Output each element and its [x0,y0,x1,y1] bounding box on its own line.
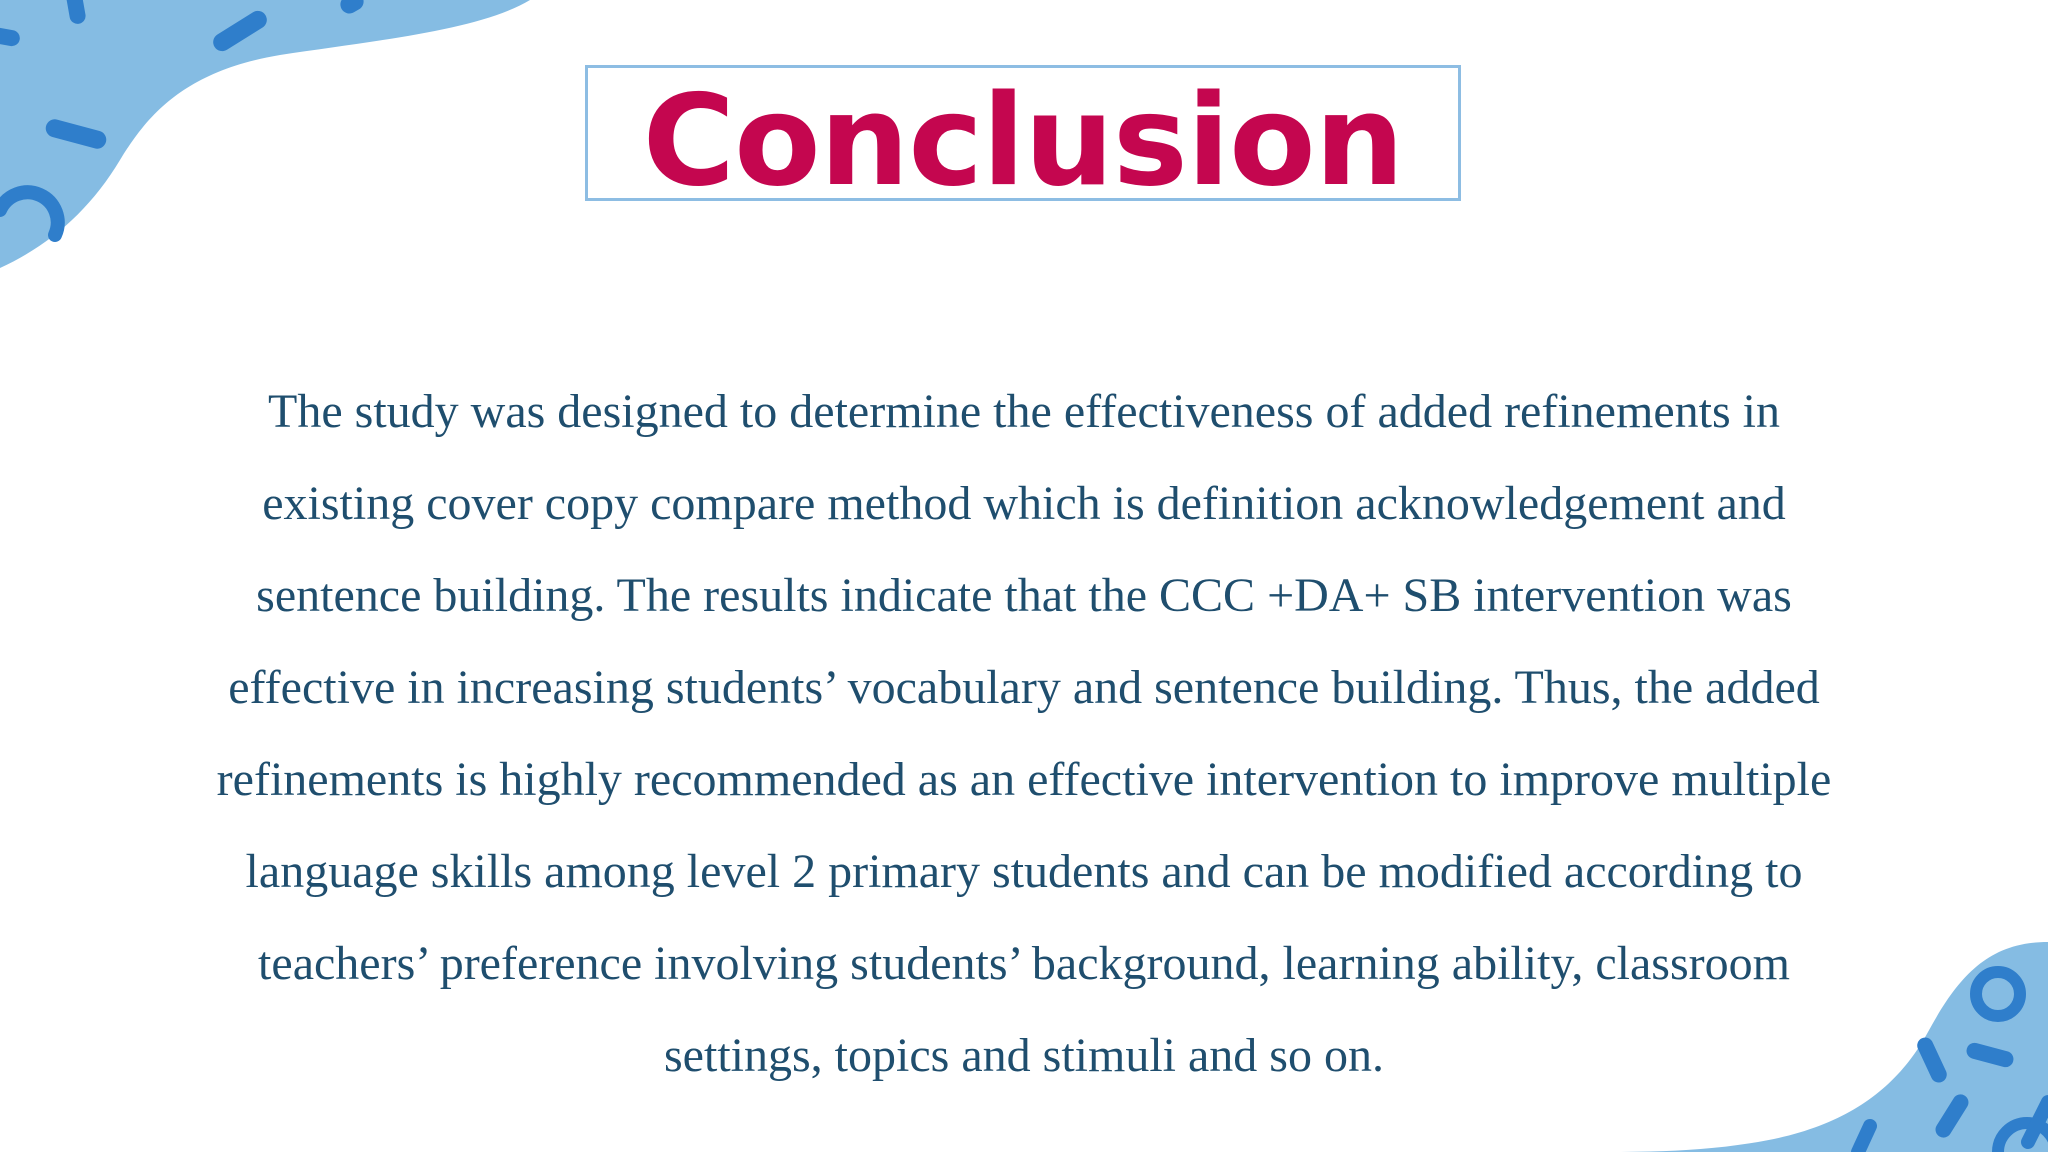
top-left-decorative-blob [0,0,560,280]
title-box [585,65,1461,201]
conclusion-paragraph: The study was designed to determine the effectiveness of added refinements in existing cover copy compare method which is definition acknowledgement and sentence building. The results indicate that the CCC +DA+ SB intervention was effective in increasing students’ vocabulary and sentence building. Thus, the added refinements is highly recommended as an effective intervention to improve multiple language skills among level 2 primary students and can be modified according to teachers’ preference involving students’ background, learning ability, classroom settings, topics and stimuli and so on. [216,385,1832,1082]
slide-title: Conclusion [642,67,1404,201]
